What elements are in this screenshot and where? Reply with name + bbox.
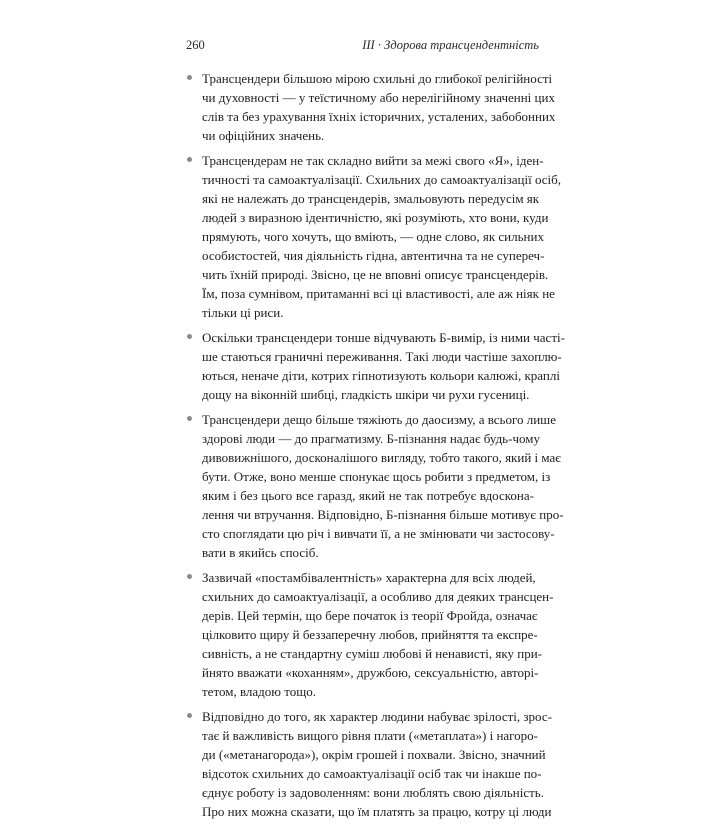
text-line: Трансцендери більшою мірою схильні до глибокої релігійності (202, 71, 553, 86)
bullet-marker (187, 334, 192, 339)
list-item (186, 69, 556, 145)
text-line: чи духовності — у теїстичному або нерелігійному значенні цих (202, 90, 555, 105)
text-line: особистостей, чия діяльність гідна, автентична та не супереч- (202, 248, 545, 263)
text-line: відсоток схильних до самоактуалізації осіб так чи інакше по- (202, 766, 542, 781)
text-line: Зазвичай «постамбівалентність» характерна для всіх людей, (202, 570, 536, 585)
text-line: яким і без цього все гаразд, який не так потребує вдоскона- (202, 488, 534, 503)
text-line: прямують, чого хочуть, що вміють, — одне слово, як сильних (202, 229, 544, 244)
text-line: тетом, владою тощо. (202, 684, 317, 699)
list-item (186, 151, 562, 322)
text-line: сивність, а не стандартну суміш любові й ненависті, яку при- (202, 646, 543, 661)
text-line: здорові люди — до прагматизму. Б-пізнання надає будь-чому (202, 431, 540, 446)
text-line: Відповідно до того, як характер людини набуває зрілості, зрос- (202, 709, 552, 724)
text-line: єднує роботу із задоволенням: вони люблять свою діяльність. (202, 785, 544, 800)
text-line: чить їхній природі. Звісно, це не вповні описує трансцендерів. (202, 267, 549, 282)
text-line: ди («метанагорода»), окрім грошей і похвали. Звісно, значний (202, 747, 546, 762)
text-line: йнято вважати «коханням», дружбою, сексуальністю, авторі- (202, 665, 539, 680)
text-line: людей з виразною ідентичністю, які розуміють, хто вони, куди (202, 210, 549, 225)
bullet-marker (187, 416, 192, 421)
running-head: III · Здорова трансцендентність (362, 38, 539, 52)
list-item (186, 410, 564, 562)
text-line: сто споглядати цю річ і вивчати її, а не змінювати чи застосову- (202, 526, 555, 541)
text-line: тає й важливість вищого рівня плати («метаплата») і нагоро- (202, 728, 539, 743)
text-line: тичності та самоактуалізації. Схильних до самоактуалізації осіб, (202, 172, 562, 187)
text-line: Оскільки трансцендери тонше відчувають Б-вимір, із ними часті- (202, 330, 565, 345)
list-item (186, 568, 554, 701)
bullet-marker (187, 157, 192, 162)
text-line: дерів. Цей термін, що бере початок із теорії Фройда, означає (202, 608, 538, 623)
page-number: 260 (186, 38, 205, 52)
bullet-marker (187, 713, 192, 718)
text-line: цілковито щиру й беззаперечну любов, прийняття та експре- (202, 627, 538, 642)
list-item (186, 328, 565, 404)
text-line: ше стаються граничні переживання. Такі люди частіше захоплю- (202, 349, 562, 364)
text-line: Їм, поза сумнівом, притаманні всі ці властивості, але аж ніяк не (202, 286, 555, 301)
text-line: Трансцендерам не так складно вийти за межі свого «Я», іден- (202, 153, 544, 168)
text-line: які не належать до трансцендерів, змальовують передусім як (202, 191, 540, 206)
text-line: слів та без урахування їхніх історичних, усталених, забобонних (202, 109, 556, 124)
list-item (186, 707, 552, 821)
text-line: чи офіційних значень. (202, 128, 325, 143)
text-line: лення чи втручання. Відповідно, Б-пізнання більше мотивує про- (202, 507, 564, 522)
text-line: бути. Отже, воно менше спонукає щось робити з предметом, із (202, 469, 551, 484)
text-line: вати в якийсь спосіб. (202, 545, 319, 560)
text-line: Про них можна сказати, що їм платять за працю, котру ці люди (202, 804, 552, 819)
text-line: тільки ці риси. (202, 305, 284, 320)
text-line: ються, неначе діти, котрих гіпнотизують кольори калюжі, краплі (202, 368, 560, 383)
text-line: Трансцендери дещо більше тяжіють до даосизму, а всього лише (202, 412, 556, 427)
text-line: дощу на віконній шибці, гладкість шкіри чи рухи гусениці. (202, 387, 530, 402)
text-line: схильних до самоактуалізації, а особливо для деяких трансцен- (202, 589, 554, 604)
bullet-list (186, 69, 565, 827)
bullet-marker (187, 574, 192, 579)
bullet-marker (187, 75, 192, 80)
text-line: дивовижнішого, досконалішого вигляду, тобто такого, який і має (202, 450, 561, 465)
